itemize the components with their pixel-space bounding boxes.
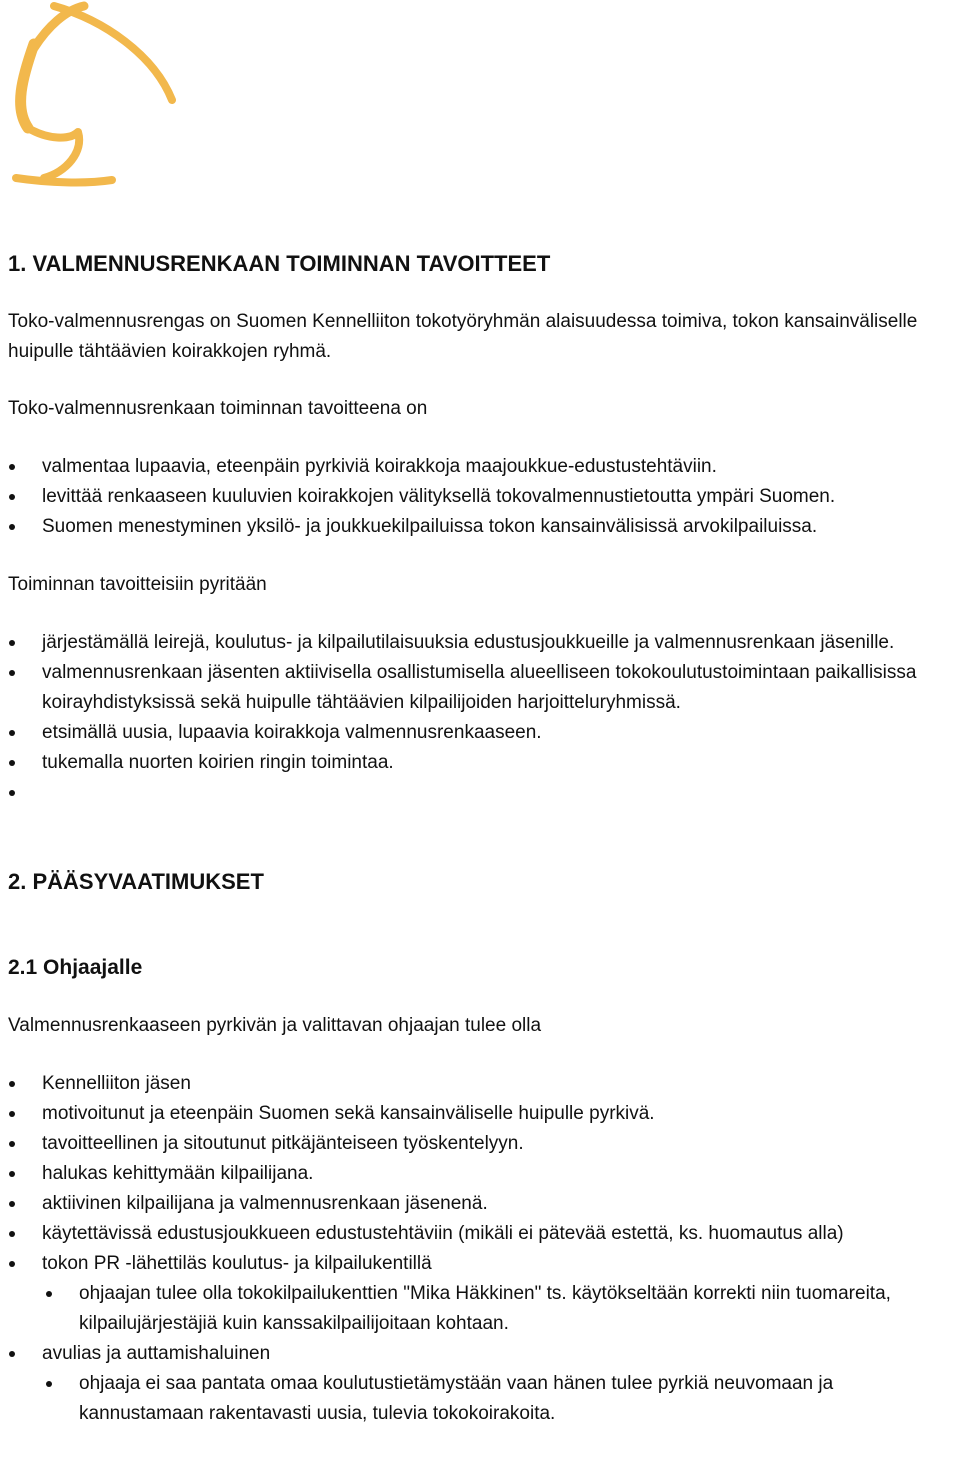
section-2-1-heading: 2.1 Ohjaajalle — [8, 956, 143, 979]
list-item: aktiivinen kilpailijana ja valmennusrenkaan jäsenenä. — [8, 1189, 954, 1219]
list-item: tavoitteellinen ja sitoutunut pitkäjänteiseen työskentelyyn. — [8, 1129, 954, 1159]
means-list — [8, 628, 954, 808]
list-item: tokon PR -lähettiläs koulutus- ja kilpailukentillä — [8, 1249, 954, 1279]
list-item: motivoitunut ja eteenpäin Suomen sekä kansainväliselle huipulle pyrkivä. — [8, 1099, 954, 1129]
list-item: Kennelliiton jäsen — [8, 1069, 954, 1099]
sub-list-item: ohjaaja ei saa pantata omaa koulutustietämystään vaan hänen tulee pyrkiä neuvomaan ja kannustamaan rakentavasti uusia, tulevia tokokoirakoita. — [8, 1369, 954, 1429]
list-item: levittää renkaaseen kuuluvien koirakkojen välityksellä tokovalmennustietoutta ympäri Suomen. — [8, 482, 954, 512]
logo-stroke-chest — [28, 128, 79, 178]
section-2-heading: 2. PÄÄSYVAATIMUKSET — [8, 869, 264, 894]
list-item: etsimällä uusia, lupaavia koirakkoja valmennusrenkaaseen. — [8, 718, 954, 748]
sub-list-item: ohjaajan tulee olla tokokilpailukenttien "Mika Häkkinen" ts. käytökseltään korrekti niin tuomareita, kilpailujärjestäjiä kuin kanssakilpailijoitaan kohtaan. — [8, 1279, 954, 1339]
list-item: valmennusrenkaan jäsenten aktiivisella osallistumisella alueelliseen tokokoulutustoimintaan paikallisissa koirayhdistyksissä sekä huipulle tähtäävien kilpailijoiden harjoitteluryhmissä. — [8, 658, 954, 718]
organization-logo — [4, 0, 180, 196]
section-1-heading: 1. VALMENNUSRENKAAN TOIMINNAN TAVOITTEET — [8, 251, 551, 276]
list-item: Suomen menestyminen yksilö- ja joukkuekilpailuissa tokon kansainvälisissä arvokilpailuissa. — [8, 512, 954, 542]
list-item: halukas kehittymään kilpailijana. — [8, 1159, 954, 1189]
list-item: valmentaa lupaavia, eteenpäin pyrkiviä koirakkoja maajoukkue-edustustehtäviin. — [8, 452, 954, 482]
goals-list — [8, 452, 954, 542]
logo-stroke-back — [54, 6, 172, 100]
logo-stroke-foot — [16, 178, 112, 182]
requirements-lead: Valmennusrenkaaseen pyrkivän ja valittavan ohjaajan tulee olla — [8, 1015, 542, 1036]
list-item — [8, 778, 954, 808]
requirements-list — [8, 1069, 954, 1429]
logo-stroke-neck — [21, 44, 34, 128]
section-1-intro: Toko-valmennusrengas on Suomen Kennelliiton tokotyöryhmän alaisuudessa toimiva, tokon kansainväliselle huipulle tähtäävien koirakkojen ryhmä. — [8, 311, 918, 362]
list-item: käytettävissä edustusjoukkueen edustustehtäviin (mikäli ei pätevää estettä, ks. huomautus alla) — [8, 1219, 954, 1249]
list-item: järjestämällä leirejä, koulutus- ja kilpailutilaisuuksia edustusjoukkueille ja valmennusrenkaan jäsenille. — [8, 628, 954, 658]
list-item: avulias ja auttamishaluinen — [8, 1339, 954, 1369]
list-item: tukemalla nuorten koirien ringin toimintaa. — [8, 748, 954, 778]
goals-lead: Toko-valmennusrenkaan toiminnan tavoitteena on — [8, 398, 428, 419]
means-lead: Toiminnan tavoitteisiin pyritään — [8, 574, 267, 595]
